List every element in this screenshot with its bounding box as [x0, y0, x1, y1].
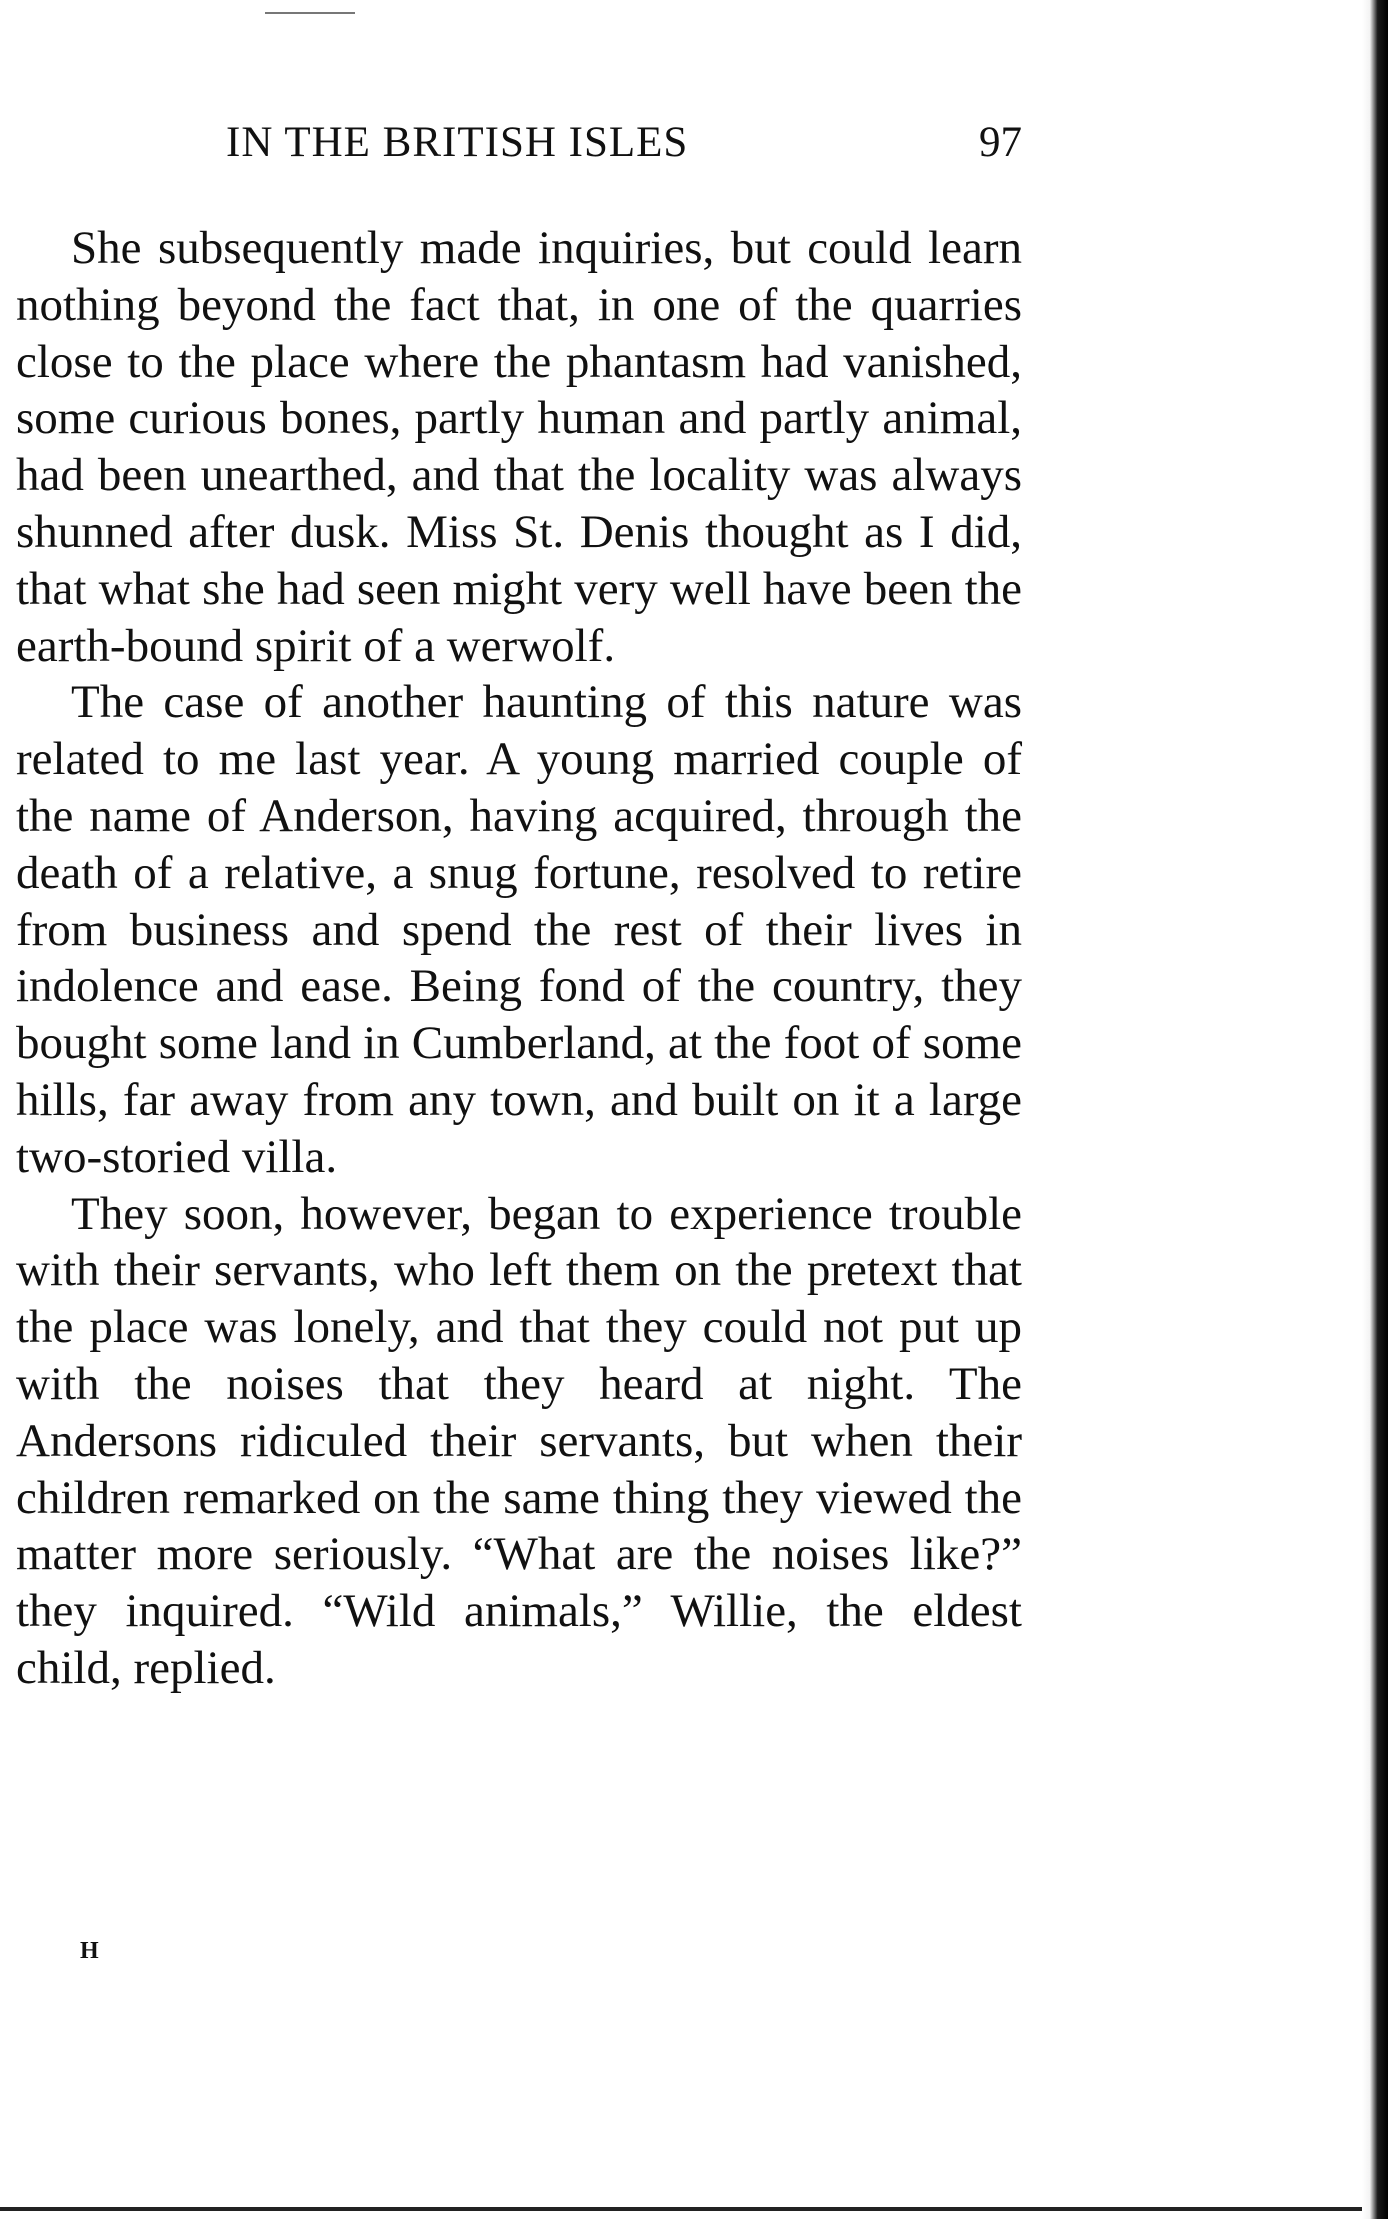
page-edge-bottom	[0, 2207, 1362, 2211]
body-text	[16, 220, 1022, 1697]
paragraph-2: The case of another haunting of this nature was related to me last year. A young married couple of the name of Anderson, having acquired, through the death of a relative, a snug fortune, resolved to retire from business and spend the rest of their lives in indolence and ease. Being fond of the country, they bought some land in Cumberland, at the foot of some hills, far away from any town, and built on it a large two-storied villa.	[16, 676, 1022, 1183]
paragraph-3: They soon, however, began to experience trouble with their servants, who left them on the pretext that the place was lonely, and that they could not put up with the noises that they heard at night. The Andersons ridiculed their servants, but when their children remarked on the same thing they viewed the matter more seriously. “What are the noises like?” they inquired. “Wild animals,” Willie, the eldest child, replied.	[16, 1187, 1022, 1694]
page-edge-right	[1362, 0, 1388, 2219]
signature-mark: H	[80, 1938, 99, 1964]
running-head	[16, 118, 1022, 178]
paragraph-1: She subsequently made inquiries, but could learn nothing beyond the fact that, in one of the quarries close to the place where the phantasm had vanished, some curious bones, partly human and partly animal, had been unearthed, and that the locality was always shunned after dusk. Miss St. Denis thought as I did, that what she had seen might very well have been the earth-bound spirit of a werwolf.	[16, 222, 1022, 672]
page-number: 97	[979, 119, 1022, 166]
running-title: IN THE BRITISH ISLES	[226, 119, 689, 166]
scan-mark	[265, 12, 355, 14]
